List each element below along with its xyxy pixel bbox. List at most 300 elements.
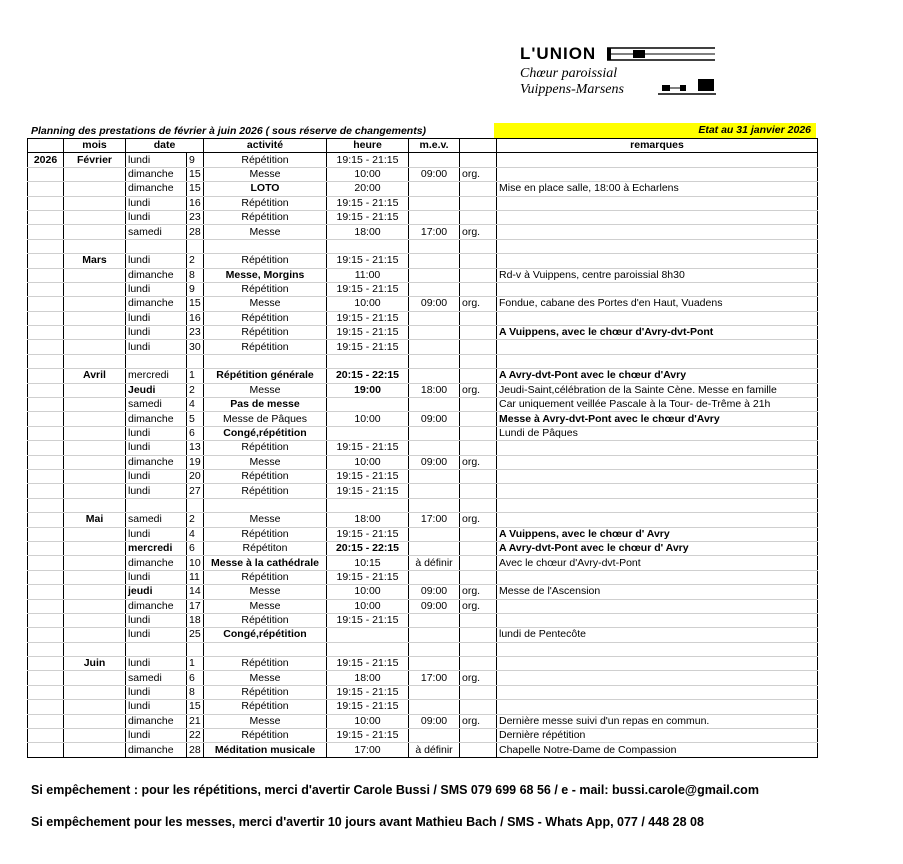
cell-organ: org. [460,455,497,469]
cell-mev [409,700,460,714]
cell-organ [460,541,497,555]
cell-day-number: 30 [187,340,204,354]
cell-month [64,455,126,469]
cell-day: lundi [126,570,187,584]
table-row [28,541,818,555]
table-spacer-row [28,498,818,512]
cell-day: samedi [126,398,187,412]
cell-remark [497,441,818,455]
table-row [28,685,818,699]
cell-month [64,297,126,311]
cell-remark [497,513,818,527]
cell-activity: Pas de messe [204,398,327,412]
cell-time: 10:00 [327,455,409,469]
table-row [28,599,818,613]
cell-activity [204,354,327,368]
cell-mev [409,398,460,412]
contact-note-rehearsals: Si empêchement : pour les répétitions, merci d'avertir Carole Bussi / SMS 079 699 68 56 / e - mail: bussi.carole@gmail.com [31,783,759,797]
cell-day: lundi [126,254,187,268]
table-row [28,743,818,757]
cell-remark [497,657,818,671]
cell-activity: Répétition [204,282,327,296]
cell-day-number: 4 [187,527,204,541]
cell-mev [409,613,460,627]
cell-day-number: 16 [187,196,204,210]
col-header-activite: activité [204,139,327,153]
cell-time: 19:15 - 21:15 [327,441,409,455]
cell-year [28,455,64,469]
cell-time: 19:15 - 21:15 [327,484,409,498]
cell-organ [460,642,497,656]
table-row [28,469,818,483]
cell-day-number [187,239,204,253]
cell-time: 10:00 [327,167,409,181]
cell-year [28,570,64,584]
cell-mev [409,340,460,354]
table-row [28,700,818,714]
cell-activity: Messe [204,383,327,397]
cell-year [28,426,64,440]
cell-year [28,585,64,599]
cell-organ [460,441,497,455]
cell-activity [204,642,327,656]
cell-month [64,426,126,440]
cell-remark [497,239,818,253]
table-row [28,671,818,685]
cell-time: 18:00 [327,513,409,527]
cell-year [28,642,64,656]
cell-day: dimanche [126,412,187,426]
cell-day: mercredi [126,369,187,383]
cell-mev [409,469,460,483]
cell-mev [409,441,460,455]
cell-time [327,426,409,440]
cell-mev [409,311,460,325]
table-row [28,412,818,426]
cell-day-number: 6 [187,671,204,685]
cell-activity: Répétition [204,700,327,714]
cell-mev: 17:00 [409,671,460,685]
cell-remark: Dernière répétition [497,729,818,743]
cell-time: 19:15 - 21:15 [327,340,409,354]
cell-month [64,628,126,642]
cell-time: 19:15 - 21:15 [327,311,409,325]
cell-organ [460,484,497,498]
col-header-heure: heure [327,139,409,153]
cell-remark: Mise en place salle, 18:00 à Echarlens [497,182,818,196]
cell-time: 20:00 [327,182,409,196]
cell-time: 19:15 - 21:15 [327,685,409,699]
table-header-row [28,139,818,153]
table-row [28,570,818,584]
cell-activity: Répétition [204,340,327,354]
cell-time: 19:15 - 21:15 [327,527,409,541]
table-row [28,657,818,671]
cell-day-number: 9 [187,282,204,296]
cell-remark [497,153,818,167]
cell-mev [409,685,460,699]
cell-activity: Congé,répétition [204,628,327,642]
cell-mev [409,354,460,368]
cell-time: 19:15 - 21:15 [327,469,409,483]
cell-remark [497,570,818,584]
cell-day: lundi [126,657,187,671]
cell-activity: Messe [204,167,327,181]
cell-remark [497,254,818,268]
cell-day: mercredi [126,541,187,555]
cell-day: dimanche [126,268,187,282]
table-row [28,225,818,239]
table-row [28,297,818,311]
cell-mev: 09:00 [409,412,460,426]
cell-time: 19:15 - 21:15 [327,282,409,296]
cell-month [64,685,126,699]
cell-day: dimanche [126,167,187,181]
cell-mev [409,268,460,282]
cell-year [28,498,64,512]
cell-day-number: 28 [187,743,204,757]
cell-month [64,700,126,714]
cell-year [28,354,64,368]
cell-activity: Répétition [204,210,327,224]
table-row [28,311,818,325]
cell-year [28,700,64,714]
cell-month [64,282,126,296]
cell-day: lundi [126,311,187,325]
table-row [28,455,818,469]
cell-time: 10:00 [327,599,409,613]
cell-remark [497,613,818,627]
col-header-year [28,139,64,153]
cell-remark [497,225,818,239]
cell-organ [460,613,497,627]
cell-month: Mars [64,254,126,268]
cell-year [28,729,64,743]
cell-month: Juin [64,657,126,671]
cell-month [64,556,126,570]
cell-day-number: 9 [187,153,204,167]
cell-mev [409,628,460,642]
cell-remark [497,311,818,325]
cell-time: 19:00 [327,383,409,397]
cell-mev [409,498,460,512]
cell-remark: lundi de Pentecôte [497,628,818,642]
logo-subtitle-line2: Vuippens-Marsens [520,82,624,97]
cell-organ [460,556,497,570]
cell-mev [409,239,460,253]
cell-month [64,311,126,325]
cell-day-number: 23 [187,210,204,224]
cell-day-number: 14 [187,585,204,599]
cell-activity: Messe [204,714,327,728]
cell-month [64,498,126,512]
cell-organ [460,153,497,167]
table-row [28,369,818,383]
table-row [28,268,818,282]
table-row [28,383,818,397]
cell-day: lundi [126,196,187,210]
cell-year [28,196,64,210]
cell-remark: Messe à Avry-dvt-Pont avec le chœur d'Avry [497,412,818,426]
cell-remark [497,455,818,469]
cell-activity: Messe [204,225,327,239]
logo-subtitle-line1: Chœur paroissial [520,66,618,81]
planning-title: Planning des prestations de février à juin 2026 ( sous réserve de changements) [31,125,427,137]
cell-month [64,484,126,498]
cell-day-number: 2 [187,383,204,397]
cell-day: Jeudi [126,383,187,397]
cell-mev [409,196,460,210]
col-header-mois: mois [64,139,126,153]
cell-day-number: 1 [187,369,204,383]
cell-year [28,513,64,527]
cell-organ: org. [460,513,497,527]
cell-time [327,628,409,642]
cell-day-number: 22 [187,729,204,743]
cell-day-number: 8 [187,268,204,282]
cell-month [64,541,126,555]
cell-remark: Jeudi-Saint,célébration de la Sainte Cène. Messe en famille [497,383,818,397]
cell-day-number: 21 [187,714,204,728]
cell-month [64,412,126,426]
cell-organ [460,685,497,699]
cell-time: 10:00 [327,297,409,311]
table-spacer-row [28,642,818,656]
cell-day-number [187,498,204,512]
table-row [28,484,818,498]
cell-time [327,354,409,368]
cell-time: 19:15 - 21:15 [327,700,409,714]
cell-organ: org. [460,167,497,181]
cell-activity: Répétition [204,729,327,743]
table-row [28,398,818,412]
cell-month [64,225,126,239]
cell-organ [460,282,497,296]
cell-day: jeudi [126,585,187,599]
cell-day-number: 16 [187,311,204,325]
col-header-org [460,139,497,153]
cell-time: 18:00 [327,671,409,685]
cell-organ: org. [460,383,497,397]
cell-activity: Répétition [204,527,327,541]
cell-year [28,613,64,627]
cell-activity: Répétition [204,570,327,584]
cell-remark: Chapelle Notre-Dame de Compassion [497,743,818,757]
cell-time: 17:00 [327,743,409,757]
cell-year [28,685,64,699]
cell-organ [460,469,497,483]
cell-year [28,657,64,671]
cell-time: 19:15 - 21:15 [327,254,409,268]
cell-time: 19:15 - 21:15 [327,657,409,671]
table-row [28,729,818,743]
cell-day-number: 17 [187,599,204,613]
cell-day-number: 4 [187,398,204,412]
cell-month [64,210,126,224]
cell-year [28,484,64,498]
cell-mev: 09:00 [409,599,460,613]
cell-time: 19:15 - 21:15 [327,326,409,340]
cell-day-number: 11 [187,570,204,584]
cell-day-number: 15 [187,297,204,311]
table-row [28,153,818,167]
cell-day [126,354,187,368]
cell-year [28,239,64,253]
cell-month [64,469,126,483]
cell-organ [460,628,497,642]
cell-year [28,743,64,757]
cell-activity: Messe à la cathédrale [204,556,327,570]
cell-year [28,369,64,383]
cell-time: 19:15 - 21:15 [327,210,409,224]
cell-time: 18:00 [327,225,409,239]
cell-organ [460,196,497,210]
cell-day: lundi [126,469,187,483]
cell-mev: 09:00 [409,455,460,469]
cell-organ [460,498,497,512]
table-row [28,210,818,224]
cell-activity: Répétition [204,441,327,455]
cell-organ [460,700,497,714]
cell-time: 11:00 [327,268,409,282]
cell-remark: Avec le chœur d'Avry-dvt-Pont [497,556,818,570]
cell-month [64,527,126,541]
logo-title: L'UNION [520,44,597,63]
cell-day [126,498,187,512]
cell-day: dimanche [126,297,187,311]
cell-month [64,398,126,412]
cell-activity: Répétition [204,685,327,699]
cell-mev [409,282,460,296]
cell-remark: Lundi de Pâques [497,426,818,440]
cell-month: Avril [64,369,126,383]
cell-month [64,326,126,340]
cell-day-number: 19 [187,455,204,469]
cell-year [28,714,64,728]
cell-day: samedi [126,671,187,685]
cell-activity: Répétition [204,196,327,210]
cell-month [64,182,126,196]
cell-year [28,527,64,541]
cell-day-number: 25 [187,628,204,642]
cell-organ: org. [460,225,497,239]
cell-organ: org. [460,297,497,311]
cell-day: samedi [126,513,187,527]
cell-year [28,326,64,340]
cell-year [28,167,64,181]
cell-remark: A Vuippens, avec le chœur d'Avry-dvt-Pont [497,326,818,340]
cell-day-number: 15 [187,182,204,196]
cell-day: dimanche [126,714,187,728]
cell-activity: Messe [204,599,327,613]
cell-day-number: 23 [187,326,204,340]
cell-day: lundi [126,210,187,224]
cell-mev [409,541,460,555]
cell-organ: org. [460,585,497,599]
cell-activity: Répétition [204,254,327,268]
cell-month: Mai [64,513,126,527]
cell-year [28,441,64,455]
cell-mev [409,210,460,224]
cell-organ [460,182,497,196]
cell-year [28,383,64,397]
cell-organ [460,743,497,757]
cell-month [64,268,126,282]
cell-remark: A Vuippens, avec le chœur d' Avry [497,527,818,541]
cell-organ [460,570,497,584]
cell-day: lundi [126,613,187,627]
cell-organ [460,657,497,671]
cell-day [126,239,187,253]
cell-year [28,469,64,483]
cell-time: 10:00 [327,714,409,728]
cell-activity: Messe [204,513,327,527]
cell-activity: Messe [204,297,327,311]
cell-remark [497,167,818,181]
cell-activity: Méditation musicale [204,743,327,757]
cell-mev: 09:00 [409,714,460,728]
cell-remark [497,210,818,224]
cell-month [64,671,126,685]
cell-activity: Répétition [204,613,327,627]
cell-month [64,354,126,368]
cell-year [28,297,64,311]
cell-month [64,613,126,627]
cell-organ [460,254,497,268]
cell-remark [497,340,818,354]
cell-remark [497,196,818,210]
cell-time: 10:00 [327,585,409,599]
col-header-mev: m.e.v. [409,139,460,153]
cell-organ [460,268,497,282]
cell-organ [460,340,497,354]
cell-day-number: 15 [187,700,204,714]
cell-remark [497,642,818,656]
cell-month [64,743,126,757]
table-row [28,182,818,196]
cell-day: lundi [126,729,187,743]
cell-year [28,254,64,268]
table-row [28,714,818,728]
table-row [28,585,818,599]
cell-activity [204,498,327,512]
cell-activity: Messe, Morgins [204,268,327,282]
cell-mev [409,326,460,340]
cell-day [126,642,187,656]
cell-organ: org. [460,599,497,613]
cell-time: 10:15 [327,556,409,570]
table-row [28,613,818,627]
cell-time: 19:15 - 21:15 [327,153,409,167]
cell-day-number: 2 [187,513,204,527]
cell-activity: LOTO [204,182,327,196]
cell-organ: org. [460,671,497,685]
table-row [28,556,818,570]
cell-day: lundi [126,153,187,167]
cell-activity: Répétiton [204,541,327,555]
col-header-date: date [126,139,204,153]
cell-mev [409,484,460,498]
cell-organ: org. [460,714,497,728]
cell-year [28,182,64,196]
cell-remark [497,282,818,296]
cell-time: 10:00 [327,412,409,426]
cell-activity: Répétition [204,469,327,483]
cell-day: lundi [126,628,187,642]
cell-year [28,671,64,685]
cell-day-number: 15 [187,167,204,181]
cell-month [64,642,126,656]
